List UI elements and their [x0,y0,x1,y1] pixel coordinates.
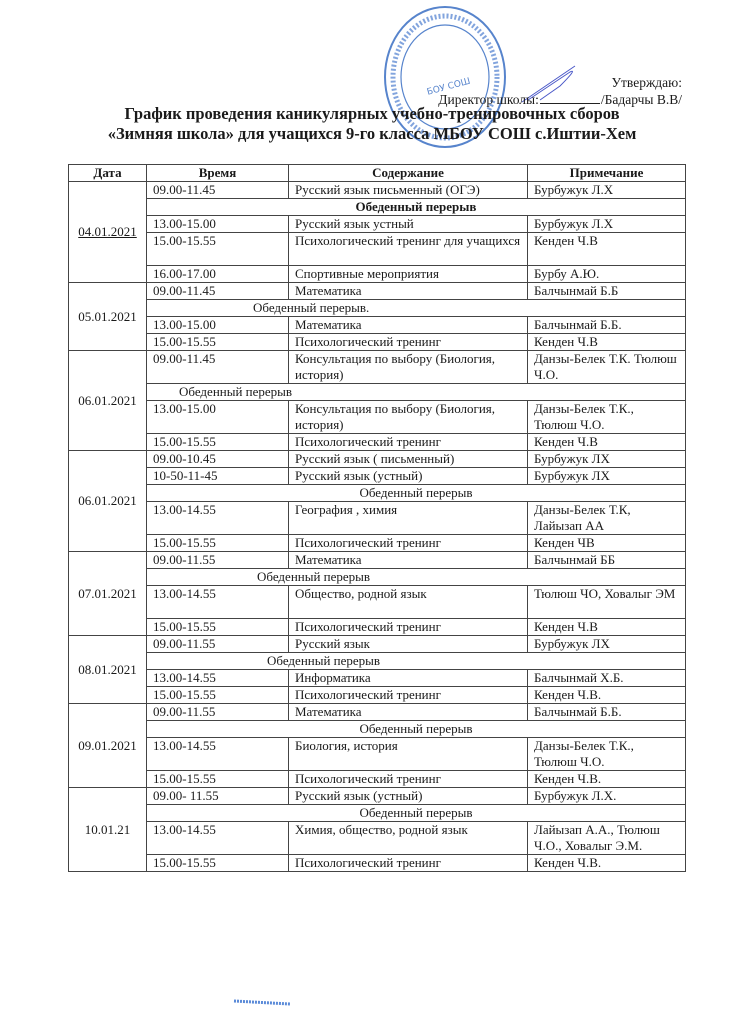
time-cell: 15.00-15.55 [147,687,289,704]
lunch-row [69,805,686,822]
content-cell: Математика [289,552,528,569]
note-cell: Балчынмай Б.Б. [528,317,686,334]
header-note: Примечание [528,165,686,182]
note-cell: Балчынмай ББ [528,552,686,569]
table-row [69,771,686,788]
time-cell: 09.00-10.45 [147,451,289,468]
table-row [69,434,686,451]
time-cell: 09.00-11.45 [147,283,289,300]
date-cell: 09.01.2021 [69,704,147,788]
lunch-cell: Обеденный перерыв [147,199,686,216]
content-cell: Математика [289,283,528,300]
lunch-cell: Обеденный перерыв. [147,300,686,317]
date-cell: 05.01.2021 [69,283,147,351]
lunch-cell: Обеденный перерыв [147,569,686,586]
content-cell: Русский язык [289,636,528,653]
note-cell: Бурбужук Л.Х [528,216,686,233]
signature-line [540,91,600,104]
time-cell: 13.00-14.55 [147,586,289,619]
time-cell: 13.00-15.00 [147,216,289,233]
note-cell: Кенден Ч.В [528,334,686,351]
note-cell: Балчынмай Б.Б. [528,704,686,721]
lunch-cell: Обеденный перерыв [147,721,686,738]
date-cell: 06.01.2021 [69,351,147,451]
note-cell: Бурбужук ЛХ [528,451,686,468]
table-row [69,451,686,468]
table-row [69,233,686,266]
time-cell: 16.00-17.00 [147,266,289,283]
time-cell: 13.00-14.55 [147,822,289,855]
table-header-row [69,165,686,182]
note-cell: Бурбу А.Ю. [528,266,686,283]
time-cell: 09.00- 11.55 [147,788,289,805]
content-cell: География , химия [289,502,528,535]
table-row [69,738,686,771]
title-line-2: «Зимняя школа» для учащихся 9-го класса МБОУ СОШ с.Иштии-Хем [107,124,637,143]
date-cell: 07.01.2021 [69,552,147,636]
table-row [69,535,686,552]
content-cell: Консультация по выбору (Биология, история) [289,351,528,384]
note-cell: Бурбужук ЛХ [528,636,686,653]
time-cell: 09.00-11.45 [147,182,289,199]
content-cell: Русский язык письменный (ОГЭ) [289,182,528,199]
content-cell: Психологический тренинг [289,434,528,451]
lunch-row [69,384,686,401]
table-row [69,317,686,334]
note-cell: Данзы-Белек Т.К., Тюлюш Ч.О. [528,738,686,771]
time-cell: 15.00-15.55 [147,771,289,788]
date-cell: 06.01.2021 [69,451,147,552]
table-row [69,401,686,434]
content-cell: Русский язык (устный) [289,788,528,805]
content-cell: Информатика [289,670,528,687]
content-cell: Психологический тренинг [289,771,528,788]
table-row [69,822,686,855]
note-cell: Бурбужук Л.Х. [528,788,686,805]
lunch-cell: Обеденный перерыв [147,805,686,822]
table-row [69,670,686,687]
content-cell: Психологический тренинг для учащихся [289,233,528,266]
content-cell: Психологический тренинг [289,619,528,636]
time-cell: 10-50-11-45 [147,468,289,485]
lunch-row [69,569,686,586]
time-cell: 09.00-11.55 [147,704,289,721]
content-cell: Биология, история [289,738,528,771]
time-cell: 15.00-15.55 [147,434,289,451]
content-cell: Психологический тренинг [289,687,528,704]
time-cell: 09.00-11.55 [147,636,289,653]
note-cell: Кенден Ч.В. [528,855,686,872]
content-cell: Химия, общество, родной язык [289,822,528,855]
content-cell: Психологический тренинг [289,535,528,552]
table-row [69,182,686,199]
time-cell: 15.00-15.55 [147,855,289,872]
note-cell: Кенден Ч.В [528,233,686,266]
header-content: Содержание [289,165,528,182]
lunch-row [69,653,686,670]
content-cell: Русский язык устный [289,216,528,233]
table-row [69,636,686,653]
svg-text:БОУ СОШ: БОУ СОШ [425,76,472,98]
note-cell: Данзы-Белек Т.К. Тюлюш Ч.О. [528,351,686,384]
note-cell: Бурбужук ЛХ [528,468,686,485]
table-row [69,216,686,233]
time-cell: 09.00-11.45 [147,351,289,384]
note-cell: Бурбужук Л.Х [528,182,686,199]
date-cell: 10.01.21 [69,788,147,872]
lunch-row [69,485,686,502]
time-cell: 15.00-15.55 [147,334,289,351]
content-cell: Математика [289,704,528,721]
approval-block [438,74,682,108]
note-cell: Тюлюш ЧО, Ховалыг ЭМ [528,586,686,619]
page-title [0,104,744,144]
table-row [69,351,686,384]
content-cell: Математика [289,317,528,334]
note-cell: Кенден Ч.В [528,619,686,636]
time-cell: 15.00-15.55 [147,233,289,266]
time-cell: 13.00-15.00 [147,401,289,434]
note-cell: Балчынмай Х.Б. [528,670,686,687]
content-cell: Русский язык ( письменный) [289,451,528,468]
content-cell: Консультация по выбору (Биология, история) [289,401,528,434]
lunch-cell: Обеденный перерыв [147,653,686,670]
title-line-1: График проведения каникулярных учебно-тренировочных сборов [124,104,620,123]
table-row [69,334,686,351]
note-cell: Балчынмай Б.Б [528,283,686,300]
note-cell: Данзы-Белек Т.К, Лайызап АА [528,502,686,535]
date-cell: 08.01.2021 [69,636,147,704]
time-cell: 13.00-14.55 [147,738,289,771]
note-cell: Данзы-Белек Т.К., Тюлюш Ч.О. [528,401,686,434]
note-cell: Кенден Ч.В. [528,771,686,788]
table-row [69,266,686,283]
table-row [69,619,686,636]
table-row [69,586,686,619]
table-row [69,552,686,569]
time-cell: 13.00-14.55 [147,502,289,535]
note-cell: Кенден Ч.В [528,434,686,451]
table-row [69,502,686,535]
schedule-table [68,164,686,872]
content-cell: Психологический тренинг [289,855,528,872]
note-cell: Лайызап А.А., Тюлюш Ч.О., Ховалыг Э.М. [528,822,686,855]
time-cell: 15.00-15.55 [147,619,289,636]
lunch-row [69,199,686,216]
table-row [69,704,686,721]
lunch-cell: Обеденный перерыв [147,485,686,502]
table-row [69,788,686,805]
time-cell: 13.00-15.00 [147,317,289,334]
content-cell: Общество, родной язык [289,586,528,619]
lunch-row [69,721,686,738]
table-row [69,468,686,485]
time-cell: 09.00-11.55 [147,552,289,569]
director-name: /Бадарчы В.В/ [600,92,682,107]
header-date: Дата [69,165,147,182]
stamp-smudge-icon [232,995,292,1009]
table-row [69,687,686,704]
director-label: Директор школы: [438,92,539,107]
table-row [69,283,686,300]
table-row [69,855,686,872]
content-cell: Психологический тренинг [289,334,528,351]
note-cell: Кенден Ч.В. [528,687,686,704]
time-cell: 13.00-14.55 [147,670,289,687]
header-time: Время [147,165,289,182]
note-cell: Кенден ЧВ [528,535,686,552]
time-cell: 15.00-15.55 [147,535,289,552]
date-cell: 04.01.2021 [69,182,147,283]
lunch-cell: Обеденный перерыв [147,384,686,401]
content-cell: Спортивные мероприятия [289,266,528,283]
approve-label: Утверждаю: [611,75,682,90]
content-cell: Русский язык (устный) [289,468,528,485]
lunch-row [69,300,686,317]
